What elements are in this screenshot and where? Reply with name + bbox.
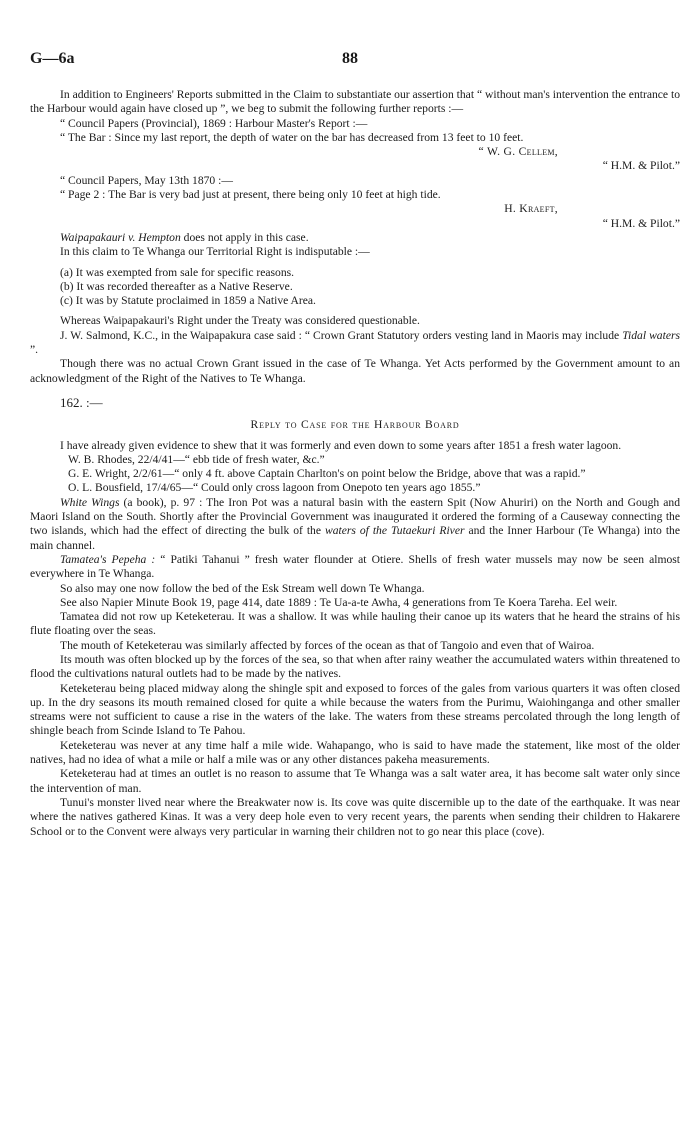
crown-grant-paragraph: Though there was no actual Crown Grant issued in the case of Te Whanga. Yet Acts performed by the Government amount to an acknowledgment of the Right of the Natives to Te Whanga.	[30, 357, 680, 385]
salmond-quote: J. W. Salmond, K.C., in the Waipapakura case said : “ Crown Grant Statutory orders vesting land in Maoris may include	[60, 328, 623, 342]
white-wings-text: (a book), p. 97 : The Iron Pot was a natural basin with the eastern Spit (Now Ahuriri) on the North and Gough and Maori Island on the South. Shortly after the Provincial Government was inaugurated it ordered the forming of a Causeway connecting the two islands, which had the effect of directing the bulk of the	[30, 495, 680, 538]
list-item: (a) It was exempted from sale for specific reasons.	[60, 265, 295, 279]
paragraph-intro: In addition to Engineers' Reports submitted in the Claim to substantiate our assertion that “ without man's intervention the entrance to the Harbour would again have closed up ”, we beg to submit the following further reports :—	[30, 88, 680, 116]
river-phrase: waters of the Tutaekuri River	[324, 524, 465, 538]
list-item: (b) It was recorded thereafter as a Native Reserve.	[60, 279, 293, 293]
waipapakauri-case	[30, 231, 680, 245]
page-number: 88	[342, 50, 358, 67]
pepeha-text: “ Patiki Tahanui ” fresh water flounder at Otiere. Shells of fresh water mussels may now be seen almost everywhere in Te Whanga.	[30, 552, 680, 581]
tidal-waters-term: Tidal waters	[622, 328, 680, 342]
signature-kraeft-role: “ H.M. & Pilot.”	[602, 216, 680, 230]
white-wings-paragraph	[30, 496, 680, 553]
salmond-quote-end: ”.	[30, 343, 39, 357]
signature-kraeft-name: H. Kraeft,	[504, 202, 558, 216]
list-item: (c) It was by Statute proclaimed in 1859 a Native Area.	[60, 294, 316, 308]
tunui-paragraph: Tunui's monster lived near where the Breakwater now is. Its cove was quite discernible up to the date of the earthquake. It was near where the natives gathered Kinas. It was a very deep hole even to very recent years, the parents when sending their children to Hakarere School or to the Convent were always very particular in warning their children not to go near this place (cove).	[30, 795, 680, 838]
evidence-paragraph: I have already given evidence to shew that it was formerly and even down to some years after 1851 a fresh water lagoon.	[60, 438, 622, 452]
signature-cellem-role: “ H.M. & Pilot.”	[602, 159, 680, 173]
bar-report-1870: “ Page 2 : The Bar is very bad just at present, there being only 10 feet at high tide.	[60, 188, 441, 202]
signature-cellem-name: “ W. G. Cellem,	[478, 145, 558, 159]
section-heading: Reply to Case for the Harbour Board	[250, 418, 460, 432]
section-code: G—6a	[30, 50, 75, 67]
council-papers-1869-ref: “ Council Papers (Provincial), 1869 : Harbour Master's Report :—	[60, 116, 368, 130]
tamatea-paragraph: Tamatea did not row up Keteketerau. It was a shallow. It was while hauling their canoe up its waters that he heard the strains of his flute floating over the seas.	[30, 610, 680, 638]
citation-rhodes: W. B. Rhodes, 22/4/41—“ ebb tide of fresh water, &c.”	[68, 452, 325, 466]
council-papers-1870-ref: “ Council Papers, May 13th 1870 :—	[60, 173, 233, 187]
citation-wright: G. E. Wright, 2/2/61—“ only 4 ft. above Captain Charlton's on point below the Bridge, above that was a rapid.”	[68, 467, 586, 481]
napier-minute-paragraph: See also Napier Minute Book 19, page 414, date 1889 : Te Ua-a-te Awha, 4 generations from Te Koera Tareha. Eel weir.	[60, 595, 618, 609]
blocked-paragraph: Its mouth was often blocked up by the forces of the sea, so that when after rainy weather the accumulated waters within threatened to flood the cultivations natural outlets had to be made by the natives.	[30, 652, 680, 681]
page-body	[30, 88, 680, 839]
section-number: 162. :—	[60, 394, 103, 410]
half-mile-paragraph: Keteketerau was never at any time half a mile wide. Wahapango, who is said to have made the statement, like most of the older natives, had no idea of what a mile or half a mile was or any other distances pakeha measurements.	[30, 738, 680, 767]
outlet-paragraph: Keteketerau had at times an outlet is no reason to assume that Te Whanga was a salt water area, it has become salt water only since the intervention of man.	[30, 767, 680, 795]
bar-report-1869: “ The Bar : Since my last report, the depth of water on the bar has decreased from 13 feet to 10 feet.	[60, 130, 524, 144]
citation-bousfield: O. L. Bousfield, 17/4/65—“ Could only cross lagoon from Onepoto ten years ago 1855.”	[68, 481, 481, 495]
white-wings-text-end: and the Inner Harbour (Te Whanga) into the main channel.	[30, 524, 680, 552]
placed-paragraph: Keteketerau being placed midway along the shingle spit and exposed to forces of the gales from various quarters it was often closed up. In the dry seasons its mouth remained closed for quite a while because the waters from the Purimu, Waiohinganga and other smaller streams were not sufficient to cause a rise in the waters of the lake. The waters from these streams percolated through the long length of shingle beach from Scinde Island to Te Pahou.	[30, 681, 680, 738]
book-title: White Wings	[60, 495, 120, 509]
salmond-paragraph	[30, 329, 680, 358]
pepeha-title: Tamatea's Pepeha :	[60, 552, 156, 566]
whereas-paragraph: Whereas Waipapakauri's Right under the Treaty was considered questionable.	[60, 314, 420, 328]
esk-paragraph: So also may one now follow the bed of the Esk Stream well down Te Whanga.	[60, 581, 425, 595]
case-note: does not apply in this case.	[180, 230, 309, 244]
tamatea-pepeha-paragraph	[30, 553, 680, 582]
claim-intro: In this claim to Te Whanga our Territorial Right is indisputable :—	[60, 245, 370, 259]
mouth-paragraph: The mouth of Keteketerau was similarly affected by forces of the ocean as that of Tangoio and even that of Wairoa.	[60, 638, 595, 652]
case-name: Waipapakauri v. Hempton	[60, 230, 181, 244]
